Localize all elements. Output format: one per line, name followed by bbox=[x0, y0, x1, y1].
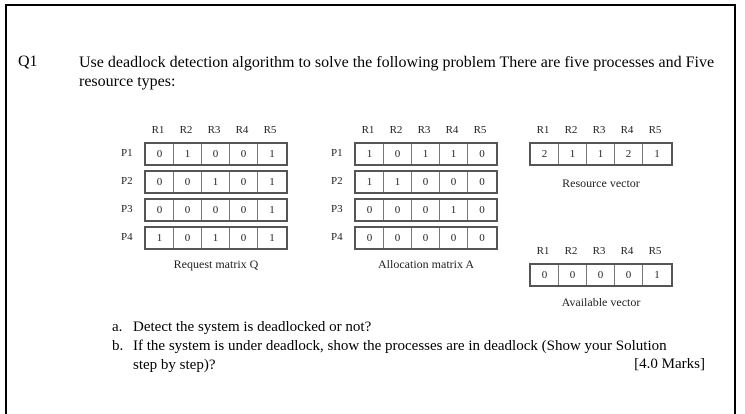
matrix-cell: 2 bbox=[615, 144, 643, 164]
matrix-cell: 1 bbox=[440, 144, 468, 164]
process-label: P2 bbox=[331, 175, 343, 187]
matrix-cell: 0 bbox=[559, 265, 587, 285]
matrix-cell: 2 bbox=[531, 144, 559, 164]
request-matrix-caption: Request matrix Q bbox=[173, 257, 259, 271]
resource-header: R2 bbox=[389, 124, 403, 136]
matrix-cell: 0 bbox=[230, 200, 258, 220]
allocation-matrix-caption: Allocation matrix A bbox=[378, 257, 474, 271]
matrix-row bbox=[144, 226, 288, 250]
sub-question-text-cont: step by step)? bbox=[133, 357, 216, 373]
matrix-cell: 1 bbox=[356, 144, 384, 164]
matrix-row bbox=[354, 170, 498, 194]
matrix-cell: 0 bbox=[146, 172, 174, 192]
matrix-row bbox=[354, 142, 498, 166]
resource-header: R2 bbox=[564, 124, 578, 136]
matrix-cell: 0 bbox=[384, 200, 412, 220]
matrix-cell: 0 bbox=[384, 228, 412, 248]
matrix-cell: 1 bbox=[654, 148, 660, 160]
matrix-cell: 0 bbox=[174, 228, 202, 248]
matrix-cell: 1 bbox=[202, 228, 230, 248]
resource-header: R3 bbox=[417, 124, 431, 136]
resource-header: R2 bbox=[179, 124, 193, 136]
matrix-cell: 1 bbox=[384, 172, 412, 192]
matrix-cell: 1 bbox=[654, 269, 660, 281]
matrix-cell: 0 bbox=[174, 172, 202, 192]
resource-header: R4 bbox=[445, 124, 459, 136]
sub-question-label: b. bbox=[112, 338, 124, 354]
matrix-cell: 0 bbox=[356, 200, 384, 220]
matrix-cell: 0 bbox=[440, 228, 468, 248]
resource-header: R2 bbox=[564, 245, 578, 257]
matrix-cell: 1 bbox=[412, 144, 440, 164]
matrix-cell: 1 bbox=[269, 176, 275, 188]
process-label: P4 bbox=[331, 231, 343, 243]
matrix-cell: 0 bbox=[412, 172, 440, 192]
sub-question-label: a. bbox=[112, 319, 123, 335]
process-label: P2 bbox=[121, 175, 133, 187]
process-label: P3 bbox=[331, 203, 343, 215]
resource-header: R3 bbox=[592, 245, 606, 257]
matrix-row bbox=[354, 226, 498, 250]
resource-header: R3 bbox=[207, 124, 221, 136]
matrix-cell: 1 bbox=[174, 144, 202, 164]
process-label: P1 bbox=[331, 147, 343, 159]
matrix-cell: 0 bbox=[479, 204, 485, 216]
available-vector-caption: Available vector bbox=[561, 295, 641, 309]
matrix-row bbox=[354, 198, 498, 222]
resource-header: R1 bbox=[361, 124, 375, 136]
resource-vector-caption: Resource vector bbox=[562, 176, 640, 190]
matrix-cell: 1 bbox=[587, 144, 615, 164]
matrix-row bbox=[144, 170, 288, 194]
matrix-cell: 0 bbox=[230, 172, 258, 192]
resource-header: R5 bbox=[473, 124, 487, 136]
resource-header: R4 bbox=[235, 124, 249, 136]
matrix-cell: 0 bbox=[479, 232, 485, 244]
resource-header: R4 bbox=[620, 124, 634, 136]
matrix-cell: 0 bbox=[412, 200, 440, 220]
matrix-row bbox=[144, 198, 288, 222]
resource-header: R3 bbox=[592, 124, 606, 136]
matrix-cell: 0 bbox=[230, 144, 258, 164]
marks-label: [4.0 Marks] bbox=[634, 356, 705, 372]
matrix-cell: 1 bbox=[269, 232, 275, 244]
matrix-cell: 0 bbox=[146, 144, 174, 164]
matrix-cell: 0 bbox=[479, 176, 485, 188]
matrix-cell: 0 bbox=[174, 200, 202, 220]
resource-header: R4 bbox=[620, 245, 634, 257]
resource-header: R5 bbox=[263, 124, 277, 136]
resource-header: R1 bbox=[536, 124, 550, 136]
matrix-cell: 0 bbox=[356, 228, 384, 248]
matrix-cell: 1 bbox=[269, 204, 275, 216]
matrix-cell: 0 bbox=[384, 144, 412, 164]
resource-header: R1 bbox=[536, 245, 550, 257]
matrix-cell: 0 bbox=[479, 148, 485, 160]
matrix-cell: 0 bbox=[230, 228, 258, 248]
matrix-cell: 0 bbox=[146, 200, 174, 220]
resource-header: R5 bbox=[648, 245, 662, 257]
matrix-cell: 1 bbox=[356, 172, 384, 192]
matrix-cell: 1 bbox=[269, 148, 275, 160]
sub-question-text: Detect the system is deadlocked or not? bbox=[133, 319, 372, 335]
resource-header: R5 bbox=[648, 124, 662, 136]
process-label: P3 bbox=[121, 203, 133, 215]
matrix-row bbox=[529, 263, 673, 287]
matrix-cell: 1 bbox=[559, 144, 587, 164]
matrix-cell: 0 bbox=[440, 172, 468, 192]
process-label: P1 bbox=[121, 147, 133, 159]
matrix-cell: 1 bbox=[146, 228, 174, 248]
sub-question-text: If the system is under deadlock, show the processes are in deadlock (Show your Solution bbox=[133, 338, 667, 354]
matrix-cell: 0 bbox=[202, 200, 230, 220]
matrix-row bbox=[529, 142, 673, 166]
resource-header: R1 bbox=[151, 124, 165, 136]
matrix-cell: 0 bbox=[202, 144, 230, 164]
matrix-cell: 0 bbox=[587, 265, 615, 285]
matrix-cell: 1 bbox=[440, 200, 468, 220]
matrix-cell: 0 bbox=[615, 265, 643, 285]
matrix-row bbox=[144, 142, 288, 166]
question-text: Use deadlock detection algorithm to solve the following problem There are five processes and Five resource types: bbox=[79, 54, 715, 90]
matrix-cell: 0 bbox=[531, 265, 559, 285]
matrix-cell: 0 bbox=[412, 228, 440, 248]
process-label: P4 bbox=[121, 231, 133, 243]
matrix-cell: 1 bbox=[202, 172, 230, 192]
question-number: Q1 bbox=[18, 53, 38, 70]
